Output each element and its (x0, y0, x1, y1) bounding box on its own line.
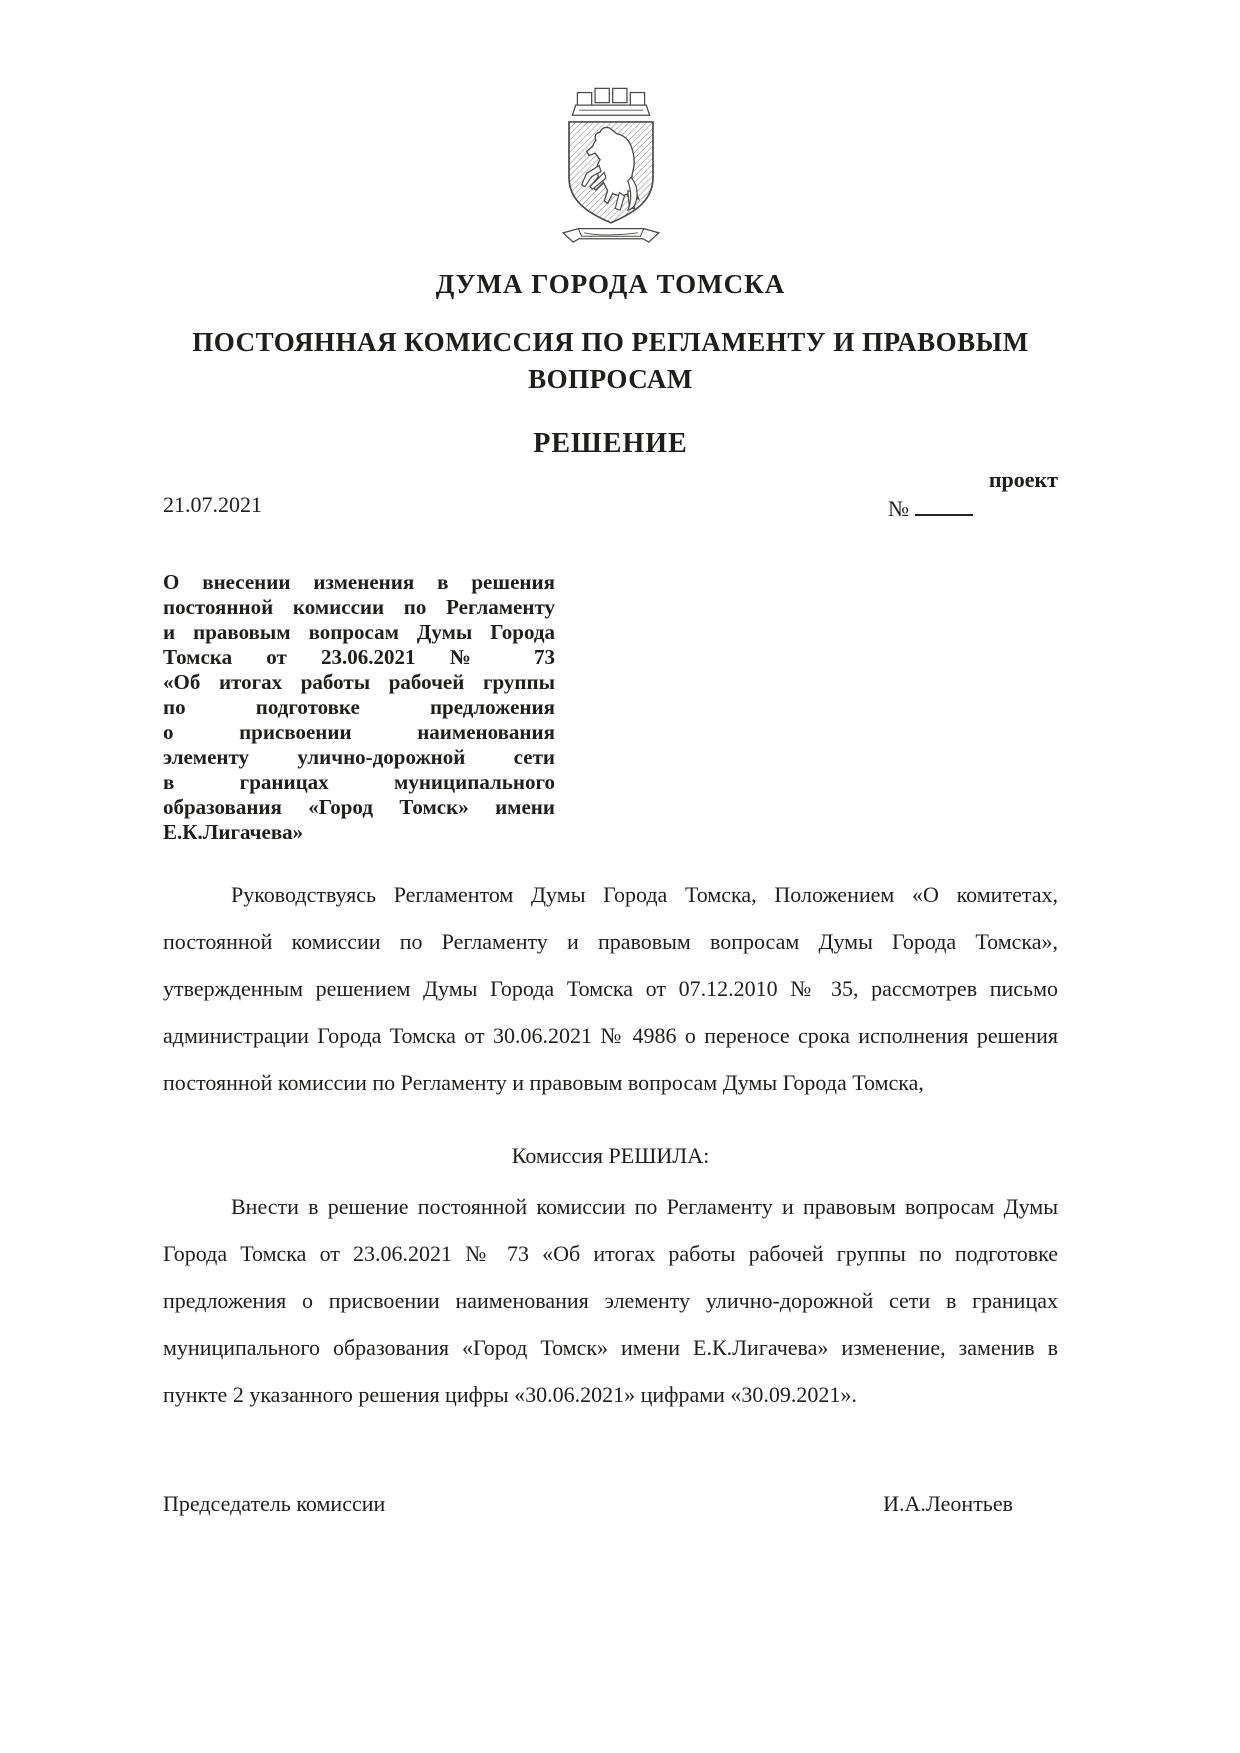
title-line: элементу улично-дорожной сети (163, 745, 555, 769)
doc-type-heading: РЕШЕНИЕ (533, 428, 688, 459)
number-blank-line (915, 492, 973, 516)
signature-name: И.А.Леонтьев (883, 1491, 1013, 1516)
title-line: образования «Город Томск» имени (163, 795, 555, 819)
title-line: постоянной комиссии по Регламенту (163, 595, 555, 619)
tomsk-coat-of-arms-icon (535, 85, 687, 253)
commission-name: ПОСТОЯННАЯ КОМИССИЯ ПО РЕГЛАМЕНТУ И ПРАВОВЫМ ВОПРОСАМ (192, 327, 1029, 394)
title-block (163, 570, 555, 845)
title-line: Е.К.Лигачева» (163, 820, 304, 844)
title-line: О внесении изменения в решения (163, 570, 555, 594)
resolution-heading: Комиссия РЕШИЛА: (511, 1143, 710, 1168)
emblem-container (163, 85, 1058, 253)
title-line: в границах муниципального (163, 770, 555, 794)
signature-position: Председатель комиссии (163, 1491, 386, 1516)
resolution-paragraph: Внести в решение постоянной комиссии по Регламенту и правовым вопросам Думы Города Томска от 23.06.2021 № 73 «Об итогах работы рабочей группы по подготовке предложения о присвоении наименования элементу улично-дорожной сети в границах муниципального образования «Город Томск» имени Е.К.Лигачева» изменение, заменив в пункте 2 указанного решения цифры «30.06.2021» цифрами «30.09.2021». (163, 1194, 1058, 1407)
preamble-paragraph: Руководствуясь Регламентом Думы Города Томска, Положением «О комитетах, постоянной комиссии по Регламенту и правовым вопросам Думы Города Томска», утвержденным решением Думы Города Томска от 07.12.2010 № 35, рассмотрев письмо администрации Города Томска от 30.06.2021 № 4986 о переносе срока исполнения решения постоянной комиссии по Регламенту и правовым вопросам Думы Города Томска, (163, 882, 1058, 1095)
title-line: Томска от 23.06.2021 № 73 (163, 645, 555, 669)
shield-icon (569, 122, 653, 223)
motto-ribbon-icon (563, 229, 659, 242)
number-sign: № (888, 496, 909, 521)
document-date: 21.07.2021 (163, 492, 262, 517)
signature-row (163, 1490, 1058, 1518)
org-name: ДУМА ГОРОДА ТОМСКА (435, 269, 786, 299)
title-line: о присвоении наименования (163, 720, 555, 744)
mural-crown-icon (572, 88, 649, 115)
meta-block (163, 468, 1058, 522)
title-line: «Об итогах работы рабочей группы (163, 670, 555, 694)
title-line: и правовым вопросам Думы Города (163, 620, 555, 644)
title-line: по подготовке предложения (163, 695, 555, 719)
document-number-field (888, 492, 973, 522)
draft-label: проект (988, 467, 1058, 492)
date-number-row (163, 492, 1058, 522)
